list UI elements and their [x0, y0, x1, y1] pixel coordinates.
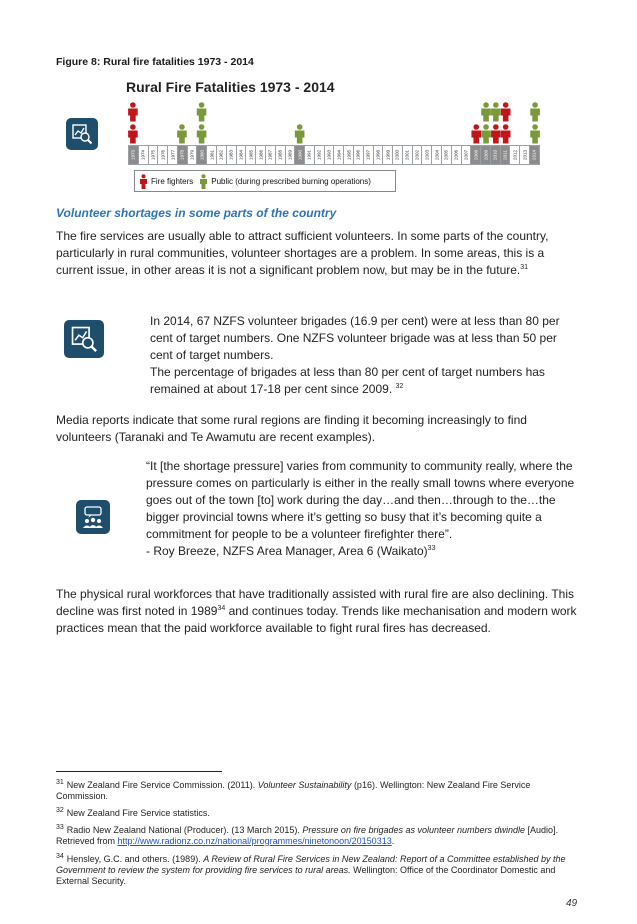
- person-icon: [139, 174, 148, 189]
- section-heading: Volunteer shortages in some parts of the country: [56, 206, 337, 220]
- year-cell-1982: [217, 145, 227, 165]
- year-label: 2012: [512, 149, 518, 161]
- page-number: 49: [566, 898, 578, 909]
- paragraph-1: The fire services are usually able to attract sufficient volunteers. In some parts of the country, particularly in rural communities, volunteer shortages are a problem. In some areas, this is a current issue, in other areas it is not a significant problem now, but may be in the future.$^{31}$: [56, 229, 549, 277]
- year-label: 1984: [238, 149, 244, 161]
- year-label: 1980: [199, 149, 205, 161]
- footnote-divider: [56, 771, 222, 772]
- year-label: 2006: [453, 149, 459, 161]
- stat-box-text: [150, 313, 576, 398]
- legend-label-public: Public (during prescribed burning operations): [211, 176, 371, 186]
- year-cell-2006: [452, 145, 462, 165]
- year-cell-1973: [128, 145, 139, 165]
- year-cell-1993: [325, 145, 335, 165]
- year-label: 2014: [531, 149, 537, 161]
- year-label: 1993: [326, 149, 332, 161]
- footnote-ref-31[interactable]: 31: [520, 264, 529, 271]
- year-cell-1979: [188, 145, 198, 165]
- year-cell-1996: [354, 145, 364, 165]
- year-cell-2008: [471, 145, 481, 165]
- year-cell-1999: [383, 145, 393, 165]
- fire-fighter-figure: [471, 124, 481, 143]
- chart-magnifier-icon: [64, 320, 104, 358]
- legend-item-public: [199, 174, 371, 189]
- year-label: 1996: [355, 149, 361, 161]
- paragraph-2: Media reports indicate that some rural regions are finding it becoming increasingly to find volunteers (Taranaki and Te Awamutu are recent examples).: [56, 413, 527, 444]
- year-cell-2003: [422, 145, 432, 165]
- year-label: 2004: [434, 149, 440, 161]
- stat-line-2: The percentage of brigades at less than 80 per cent of target numbers has remained at about 17-18 per cent since 2009. $^{32}$: [150, 365, 545, 396]
- year-cell-2004: [432, 145, 442, 165]
- year-label: 1977: [170, 149, 176, 161]
- year-cell-1985: [246, 145, 256, 165]
- chart-magnifier-icon: [66, 118, 98, 150]
- year-cell-1983: [227, 145, 237, 165]
- year-label: 1983: [228, 149, 234, 161]
- year-cell-1998: [374, 145, 384, 165]
- year-axis: [128, 145, 540, 165]
- year-label: 1986: [258, 149, 264, 161]
- year-label: 1981: [209, 149, 215, 161]
- fire-fighter-figure: [501, 102, 511, 121]
- year-cell-2014: [530, 145, 540, 165]
- year-cell-2010: [491, 145, 501, 165]
- year-cell-1997: [364, 145, 374, 165]
- year-label: 1982: [218, 149, 224, 161]
- footnote-32: $^{32}$ New Zealand Fire Service statistics.: [56, 807, 210, 818]
- year-cell-2001: [403, 145, 413, 165]
- footnote-31: $^{31}$ New Zealand Fire Service Commission. (2011). Volunteer Sustainability (p16). Wellington: New Zealand Fire Service Commission.: [56, 779, 531, 801]
- year-label: 2007: [463, 149, 469, 161]
- year-label: 1987: [267, 149, 273, 161]
- year-label: 1995: [346, 149, 352, 161]
- public-figure: [481, 102, 491, 121]
- footnote-ref-34[interactable]: 34: [217, 605, 226, 612]
- year-label: 1974: [140, 149, 146, 161]
- year-label: 2005: [443, 149, 449, 161]
- legend-label-fire-fighters: Fire fighters: [151, 176, 194, 186]
- year-cell-1986: [256, 145, 266, 165]
- fire-fighter-figure: [128, 102, 138, 121]
- year-cell-2002: [413, 145, 423, 165]
- quote-text: “It [the shortage pressure] varies from community to community really, where the pressure comes on particularly is either in the really small towns where everyone goes out of the town [to] work during the day…and then…through to the…the bigger provincial towns where it’s getting so busy that it’s becoming quite a commitment for people to be a volunteer firefighter there”.: [146, 459, 575, 541]
- chart-title: Rural Fire Fatalities 1973 - 2014: [126, 79, 335, 95]
- quote-block: [146, 458, 578, 560]
- year-cell-1991: [305, 145, 315, 165]
- year-cell-1995: [344, 145, 354, 165]
- year-label: 1997: [365, 149, 371, 161]
- year-label: 2011: [502, 150, 508, 160]
- year-cell-1976: [158, 145, 168, 165]
- footnote-ref-33[interactable]: 33: [427, 545, 436, 552]
- quote-attribution: - Roy Breeze, NZFS Area Manager, Area 6 (Waikato)$^{33}$: [146, 544, 436, 558]
- stat-line-1: In 2014, 67 NZFS volunteer brigades (16.9 per cent) were at less than 80 per cent of target numbers. One NZFS volunteer brigade was at less than 50 per cent of target numbers.: [150, 314, 560, 362]
- public-figure: [481, 124, 491, 143]
- year-label: 1985: [248, 149, 254, 161]
- year-label: 1999: [385, 149, 391, 161]
- year-label: 1988: [277, 149, 283, 161]
- year-cell-1988: [276, 145, 286, 165]
- year-label: 1998: [375, 149, 381, 161]
- year-label: 1975: [150, 149, 156, 161]
- year-cell-1974: [139, 145, 149, 165]
- legend-item-fire-fighters: [139, 174, 193, 189]
- year-label: 1978: [179, 149, 185, 161]
- year-label: 2008: [473, 149, 479, 161]
- year-label: 1979: [189, 149, 195, 161]
- year-cell-1987: [266, 145, 276, 165]
- person-icon: [199, 174, 208, 189]
- year-cell-2013: [520, 145, 530, 165]
- year-cell-1977: [168, 145, 178, 165]
- people-speech-icon: [76, 500, 110, 534]
- fatality-figures: [128, 100, 540, 144]
- year-label: 1992: [316, 149, 322, 161]
- year-cell-1981: [207, 145, 217, 165]
- fire-fighter-figure: [491, 124, 501, 143]
- year-cell-1978: [178, 145, 188, 165]
- public-figure: [491, 102, 501, 121]
- public-figure: [295, 124, 305, 143]
- public-figure: [197, 102, 207, 121]
- footnote-ref-32[interactable]: 32: [395, 383, 404, 390]
- year-label: 2002: [414, 149, 420, 161]
- year-cell-1984: [237, 145, 247, 165]
- year-cell-2009: [481, 145, 491, 165]
- fire-fighter-figure: [501, 124, 511, 143]
- year-label: 1989: [287, 149, 293, 161]
- footnote-33-link[interactable]: http://www.radionz.co.nz/national/programmes/ninetonoon/20150313: [117, 836, 392, 846]
- year-cell-1992: [315, 145, 325, 165]
- year-cell-2000: [393, 145, 403, 165]
- fire-fighter-figure: [128, 124, 138, 143]
- year-cell-1990: [295, 145, 305, 165]
- year-label: 2009: [483, 149, 489, 161]
- public-figure: [530, 124, 540, 143]
- year-cell-1975: [149, 145, 159, 165]
- year-cell-2007: [462, 145, 472, 165]
- year-label: 1976: [160, 149, 166, 161]
- footnote-34: $^{34}$ Hensley, G.C. and others. (1989). A Review of Rural Fire Services in New Zealand: Report of a Committee established by the Government to review the system for providing fire services to rural areas. Wellington: Office of the Coordinator Domestic and External Security.: [56, 853, 566, 886]
- public-figure: [530, 102, 540, 121]
- figure-caption: Figure 8: Rural fire fatalities 1973 - 2014: [56, 56, 254, 68]
- year-label: 1994: [336, 149, 342, 161]
- public-figure: [177, 124, 187, 143]
- year-label: 2013: [522, 149, 528, 161]
- year-label: 2010: [492, 149, 498, 161]
- year-cell-1980: [197, 145, 207, 165]
- year-label: 1973: [130, 149, 136, 161]
- year-label: 2003: [424, 149, 430, 161]
- public-figure: [197, 124, 207, 143]
- year-cell-2005: [442, 145, 452, 165]
- year-label: 1990: [297, 149, 303, 161]
- footnote-33: $^{33}$ Radio New Zealand National (Producer). (13 March 2015). Pressure on fire brigades as volunteer numbers dwindle [Audio]. Retrieved from http://www.radionz.co.nz/national/programmes/ninetonoon/20150313.: [56, 824, 559, 846]
- chart-legend: [134, 170, 396, 192]
- year-cell-1989: [286, 145, 296, 165]
- year-cell-2012: [510, 145, 520, 165]
- year-cell-2011: [501, 145, 511, 165]
- year-cell-1994: [334, 145, 344, 165]
- year-label: 2000: [394, 149, 400, 161]
- paragraph-3: The physical rural workforces that have traditionally assisted with rural fire are also declining. This decline was first noted in 1989$^{34}$ and continues today. Trends like mechanisation and modern work practices mean that the paid workforce available to fight rural fires has decreased.: [56, 587, 577, 635]
- year-label: 1991: [306, 149, 312, 161]
- year-label: 2001: [404, 149, 410, 161]
